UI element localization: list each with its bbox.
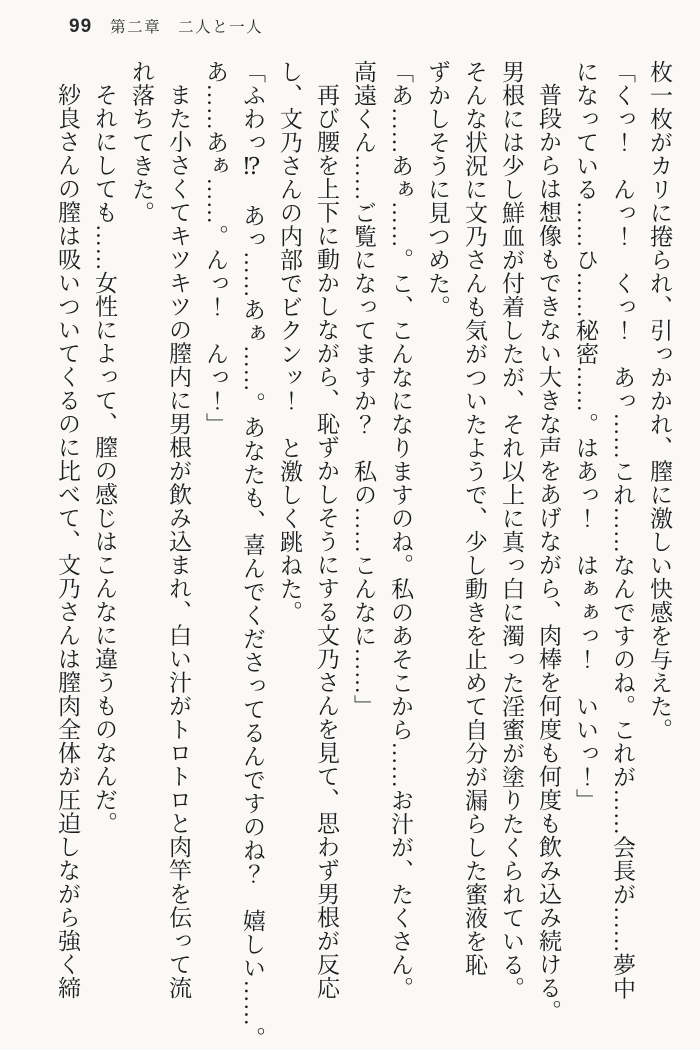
text-line: また小さくてキツキツの膣内に男根が飲み込まれ、白い汁がトロトロと肉竿を伝って流 — [166, 83, 191, 1000]
text-line: 高遠くん……ご覧になってますか？ 私の……こんなに……」 — [351, 60, 376, 718]
text-line: 「あ……あぁ……。こ、こんなになりますのね。私のあそこから……お汁が、たくさん。 — [388, 60, 413, 1000]
text-line: それにしても……女性によって、膣の感じはこんなに違うものなんだ。 — [92, 83, 117, 835]
text-line: 男根には少し鮮血が付着したが、それ以上に真っ白に濁った淫蜜が塗りたくられている。 — [499, 60, 524, 1000]
running-head — [69, 15, 263, 38]
text-line: 枚一枚がカリに捲られ、引っかかれ、膣に激しい快感を与えた。 — [647, 60, 672, 742]
text-line: そんな状況に文乃さんも気がついたようで、少し動きを止めて自分が漏らした蜜液を恥 — [462, 60, 487, 977]
text-line: し、文乃さんの内部でビクンッ！ と激しく跳ねた。 — [277, 60, 302, 624]
text-line: あ……あぁ……。んっ！ んっ！」 — [203, 60, 228, 436]
text-line: 再び腰を上下に動かしながら、恥ずかしそうにする文乃さんを見て、思わず男根が反応 — [314, 83, 339, 1000]
text-line: 「くっ！ んっ！ くっ！ あっ……これ……なんですのね。これが……会長が……夢中 — [610, 60, 635, 1000]
text-line: 「ふわっ⁉ あっ……あぁ……。あなたも、喜んでくださってるんですのね？ 嬉しい……。 — [240, 60, 265, 1050]
body-text — [30, 60, 678, 1048]
text-line: になっている……ひ……秘密……。はあっ！ はぁぁっ！ いいっ！」 — [573, 60, 598, 812]
text-line: ずかしそうに見つめた。 — [425, 60, 450, 319]
text-line: 普段からは想像もできない大きな声をあげながら、肉棒を何度も何度も飲み込み続ける。 — [536, 83, 561, 1023]
chapter-title: 第二章 二人と一人 — [110, 19, 264, 36]
text-line: 紗良さんの膣は吸いついてくるのに比べて、文乃さんは膣肉全体が圧迫しながら強く締 — [55, 83, 80, 1000]
text-line: れ落ちてきた。 — [129, 60, 154, 225]
page-number: 99 — [69, 16, 93, 37]
